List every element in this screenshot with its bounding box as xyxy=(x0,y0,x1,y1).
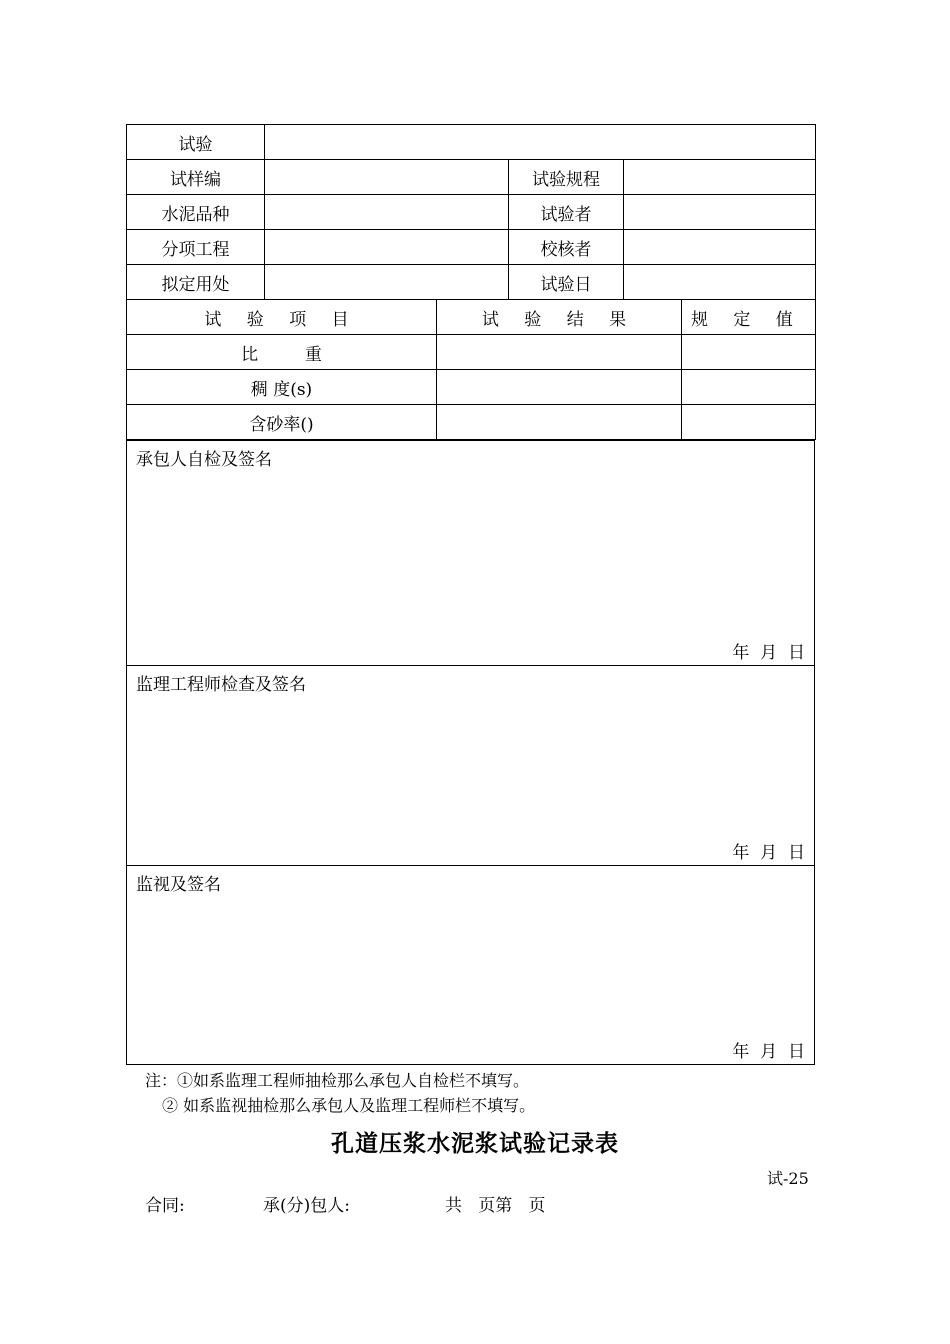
test-date-label: 试验日 xyxy=(509,265,624,300)
engineer-date: 年 月 日 xyxy=(732,843,805,863)
engineer-label: 监理工程师检查及签名 xyxy=(136,675,306,695)
table-row xyxy=(127,370,816,405)
test-table xyxy=(126,299,816,440)
sub-project-label: 分项工程 xyxy=(127,230,265,265)
table-row xyxy=(127,405,816,440)
consistency-result[interactable] xyxy=(437,370,682,405)
info-table xyxy=(126,124,816,300)
contractor-date: 年 月 日 xyxy=(732,643,805,663)
contractor-label: 承包人自检及签名 xyxy=(136,450,272,470)
info-row-test xyxy=(127,125,816,160)
checker-value[interactable] xyxy=(624,230,816,265)
contractor-name-label: 承(分)包人: xyxy=(263,1196,350,1216)
supervisor-signature-box[interactable] xyxy=(127,866,815,1065)
test-value[interactable] xyxy=(265,125,816,160)
sample-no-value[interactable] xyxy=(265,160,509,195)
info-row-sample xyxy=(127,160,816,195)
contractor-signature-box[interactable] xyxy=(127,441,815,666)
supervisor-date: 年 月 日 xyxy=(732,1042,805,1062)
sub-project-value[interactable] xyxy=(265,230,509,265)
intended-use-label: 拟定用处 xyxy=(127,265,265,300)
contractor-section xyxy=(127,441,815,666)
engineer-section xyxy=(127,666,815,866)
supervisor-section xyxy=(127,866,815,1065)
supervisor-label: 监视及签名 xyxy=(136,875,221,895)
sand-content-label: 含砂率() xyxy=(127,405,437,440)
checker-label: 校核者 xyxy=(509,230,624,265)
contract-label: 合同: xyxy=(145,1196,185,1216)
specific-gravity-label: 比 重 xyxy=(127,335,437,370)
specific-gravity-result[interactable] xyxy=(437,335,682,370)
info-row-project xyxy=(127,230,816,265)
spec-value-header: 规 定 值 xyxy=(682,300,816,335)
info-row-usage xyxy=(127,265,816,300)
specific-gravity-spec[interactable] xyxy=(682,335,816,370)
cement-type-value[interactable] xyxy=(265,195,509,230)
test-item-header: 试 验 项 目 xyxy=(127,300,437,335)
sand-content-spec[interactable] xyxy=(682,405,816,440)
engineer-signature-box[interactable] xyxy=(127,666,815,866)
test-header-row xyxy=(127,300,816,335)
intended-use-value[interactable] xyxy=(265,265,509,300)
sand-content-result[interactable] xyxy=(437,405,682,440)
test-result-header: 试 验 结 果 xyxy=(437,300,682,335)
table-row xyxy=(127,335,816,370)
note-2: ② 如系监视抽检那么承包人及监理工程师栏不填写。 xyxy=(162,1096,536,1115)
page-count: 共 页第 页 xyxy=(445,1196,546,1216)
tester-label: 试验者 xyxy=(509,195,624,230)
page-title: 孔道压浆水泥浆试验记录表 xyxy=(331,1130,619,1157)
test-date-value[interactable] xyxy=(624,265,816,300)
consistency-label: 稠 度(s) xyxy=(127,370,437,405)
test-procedure-label: 试验规程 xyxy=(509,160,624,195)
signature-table xyxy=(126,440,815,1065)
tester-value[interactable] xyxy=(624,195,816,230)
test-label: 试验 xyxy=(127,125,265,160)
sample-no-label: 试样编 xyxy=(127,160,265,195)
consistency-spec[interactable] xyxy=(682,370,816,405)
test-procedure-value[interactable] xyxy=(624,160,816,195)
note-1: 注：①如系监理工程师抽检那么承包人自检栏不填写。 xyxy=(145,1071,530,1090)
cement-type-label: 水泥品种 xyxy=(127,195,265,230)
form-code: 试-25 xyxy=(767,1169,809,1188)
info-row-cement xyxy=(127,195,816,230)
